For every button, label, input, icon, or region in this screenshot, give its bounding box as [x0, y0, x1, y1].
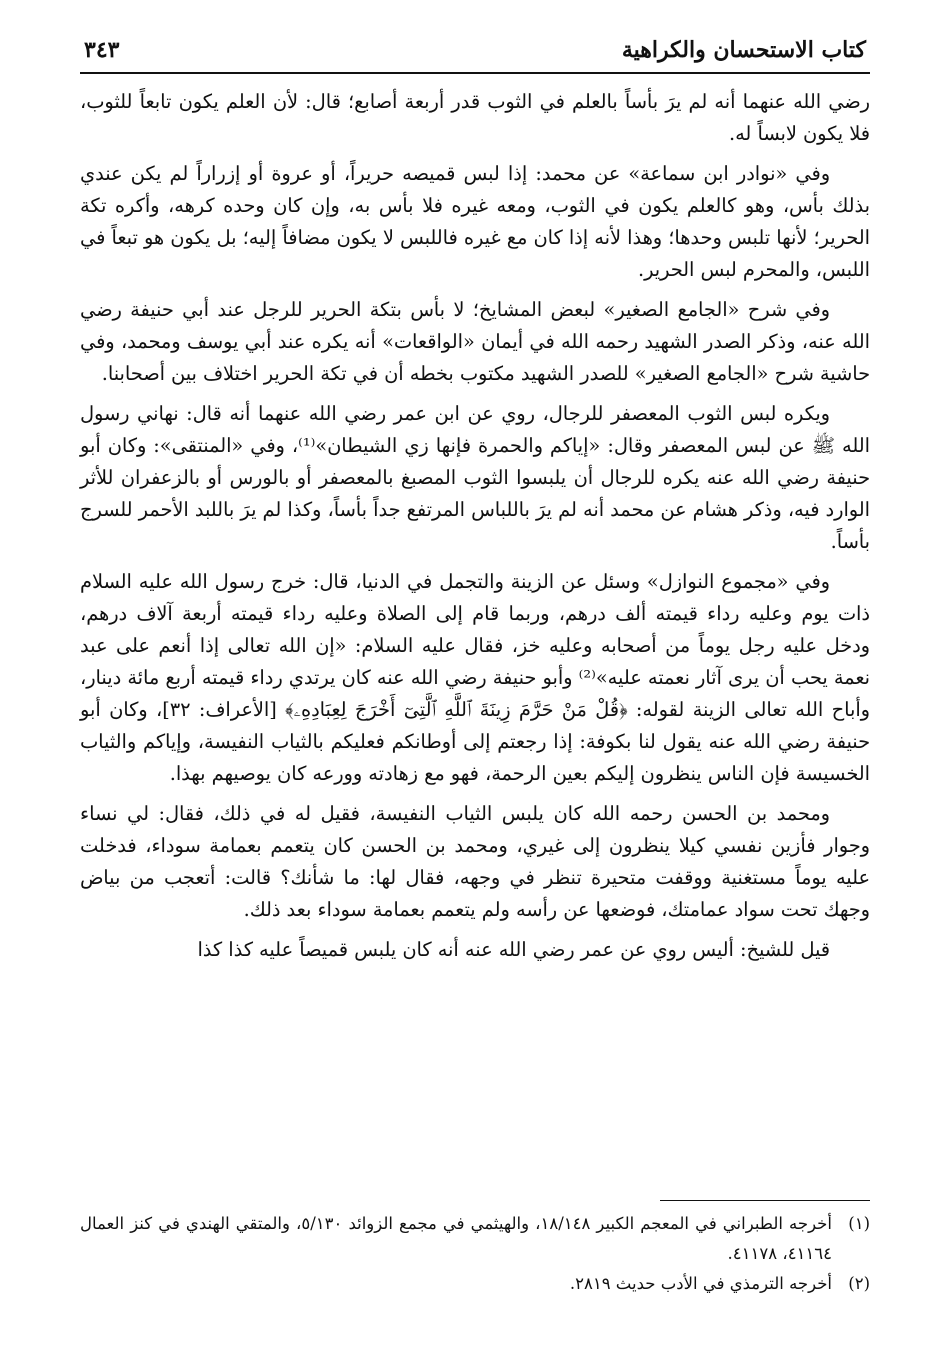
running-title: كتاب الاستحسان والكراهية — [621, 37, 866, 63]
paragraph: قيل للشيخ: أليس روي عن عمر رضي الله عنه أنه كان يلبس قميصاً عليه كذا كذا — [197, 938, 830, 961]
footnote — [80, 1209, 870, 1269]
paragraph: ومحمد بن الحسن رحمه الله كان يلبس الثياب النفيسة، فقيل له في ذلك، فقال: لي نساء وجوار فأزين نفسي كيلا ينظرون إلى غيري، ومحمد بن الحسن كان يتعمم بعمامة سوداء، فدخلت عليه يوماً مستغنية ووقفت متحيرة تنظر في وجهه، فقال لها: ما شأنك؟ قالت: أتعجب من بياض وجهك تحت سواد عمامتك، فوضعها عن رأسه ولم يتعمم بعمامة سوداء بعد ذلك. — [80, 802, 870, 921]
footnote-divider — [660, 1200, 870, 1201]
paragraph: وفي «مجموع النوازل» وسئل عن الزينة والتجمل في الدنيا، قال: خرج رسول الله عليه السلام ذات يوم وعليه رداء قيمته ألف درهم، وربما قام إلى الصلاة وعليه رداء قيمته أربعة آلاف درهم، ودخل عليه رجل يوماً من أصحابه وعليه خز، فقال عليه السلام: «إن الله تعالى إذا أنعم على عبد نعمة يحب أن يرى آثار نعمته عليه»⁽²⁾ وأبو حنيفة رضي الله عنه كان يرتدي رداء قيمته أربع مائة دينار، وأباح الله تعالى الزينة لقوله: ﴿قُلْ مَنْ حَرَّمَ زِينَةَ ٱللَّهِ ٱلَّتِىٓ أَخْرَجَ لِعِبَادِهِۦ﴾ [الأعراف: ٣٢]، وكان أبو حنيفة رضي الله عنه يقول لنا بكوفة: إذا رجعتم إلى أوطانكم فعليكم بالثياب النفيسة، وإياكم والثياب الخسيسة فإن الناس ينظرون إليكم بعين الرحمة، فهو مع زهادته وورعه كان يوصيهم بهذا. — [80, 570, 870, 785]
footnote — [80, 1269, 870, 1299]
paragraph: ويكره لبس الثوب المعصفر للرجال، روي عن ابن عمر رضي الله عنهما أنه قال: نهاني رسول الله ﷺ عن لبس المعصفر وقال: «إياكم والحمرة فإنها زي الشيطان»⁽¹⁾، وفي «المنتقى»: وكان أبو حنيفة رضي الله عنه يكره للرجال أن يلبسوا الثوب المصبغ بالمعصفر أو بالورس أو بالزعفران للأثر الوارد فيه، وذكر هشام عن محمد أنه لم يرَ باللباس المرتفع جداً بأساً، وكذا لم يرَ باللبد الأحمر للسرج بأساً. — [80, 402, 870, 553]
book-page — [80, 34, 870, 1344]
footnote-text: أخرجه الطبراني في المعجم الكبير ١٨/١٤٨، والهيثمي في مجمع الزوائد ٥/١٣٠، والمتقي الهندي في كنز العمال ٤١١٦٤، ٤١١٧٨. — [80, 1214, 832, 1263]
footnote-number: (٢) — [848, 1274, 870, 1293]
footnotes — [80, 1200, 870, 1299]
footnote-text: أخرجه الترمذي في الأدب حديث ٢٨١٩. — [569, 1274, 832, 1293]
paragraph: وفي شرح «الجامع الصغير» لبعض المشايخ؛ لا بأس بتكة الحرير للرجل عند أبي حنيفة رضي الله عنه، وذكر الصدر الشهيد رحمه الله في أيمان «الواقعات» أنه يكره عند أبي يوسف ومحمد، وفي حاشية شرح «الجامع الصغير» للصدر الشهيد مكتوب بخطه أن في تكة الحرير اختلاف بين أصحابنا. — [80, 298, 870, 385]
main-text — [80, 86, 870, 966]
page-number: ٣٤٣ — [84, 37, 120, 63]
paragraph: وفي «نوادر ابن سماعة» عن محمد: إذا لبس قميصه حريراً، أو عروة أو إزراراً لم يكن عندي بذلك بأس، وهو كالعلم يكون في الثوب، ومعه غيره فلا بأس به، وإن كان وحده كرهه، وأكره تكة الحرير؛ لأنها تلبس وحدها؛ وهذا لأنه إذا كان مع غيره فاللبس لا يكون مضافاً إليه؛ بل يكون هو تبعاً في اللبس، والمحرم لبس الحرير. — [80, 162, 870, 281]
page-header — [80, 34, 870, 74]
paragraph: رضي الله عنهما أنه لم يرَ بأساً بالعلم في الثوب قدر أربعة أصابع؛ قال: لأن العلم يكون تابعاً للثوب، فلا يكون لابساً له. — [80, 90, 870, 145]
footnote-number: (١) — [848, 1214, 870, 1233]
